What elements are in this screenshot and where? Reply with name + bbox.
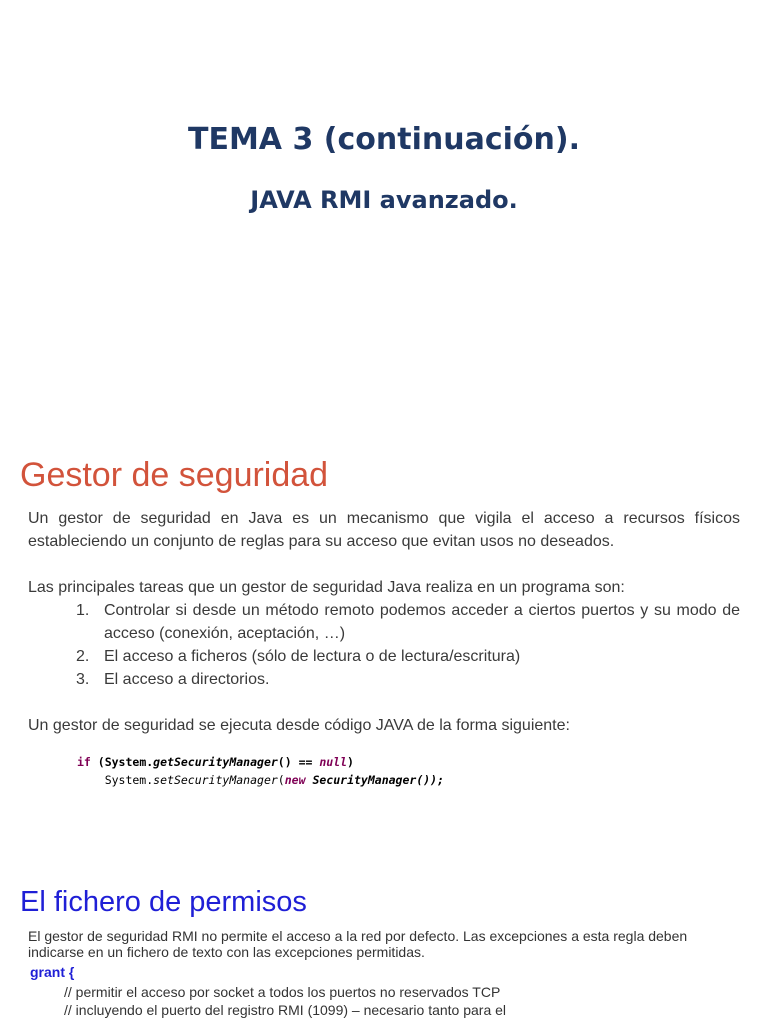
security-manager-heading: Gestor de seguridad (20, 456, 329, 494)
list-text: Controlar si desde un método remoto podemos acceder a ciertos puertos y su modo de acceso (conexión, aceptación, …) (104, 602, 740, 642)
list-number: 1. (76, 602, 90, 619)
permissions-heading: El fichero de permisos (20, 886, 307, 918)
code-keyword-null: null (319, 755, 348, 769)
list-text: El acceso a ficheros (sólo de lectura o de lectura/escritura) (104, 648, 521, 665)
code-token: () == (277, 755, 320, 769)
list-item (28, 599, 740, 645)
tasks-paragraph: Las principales tareas que un gestor de seguridad Java realiza en un programa son: (28, 579, 625, 596)
permissions-file-slide (0, 880, 768, 1024)
policy-comment: // incluyendo el puerto del registro RMI (1099) – necesario tanto para el (64, 1002, 507, 1018)
code-method: getSecurityManager (153, 755, 278, 769)
title-slide (0, 0, 768, 430)
code-method: setSecurityManager (153, 773, 278, 787)
code-token: ()); (416, 773, 445, 787)
slide-title: TEMA 3 (continuación). (188, 122, 580, 157)
list-text: El acceso a directorios. (104, 671, 270, 688)
permissions-paragraph: El gestor de seguridad RMI no permite el acceso a la red por defecto. Las excepciones a esta regla deben indicarse en un fichero de texto con las excepciones permitidas. (28, 928, 688, 960)
list-item (28, 668, 740, 691)
tasks-list (28, 599, 740, 691)
code-token: System. (77, 773, 154, 787)
policy-comment: // permitir el acceso por socket a todos los puertos no reservados TCP (64, 984, 501, 1000)
list-number: 2. (76, 648, 90, 665)
code-class: SecurityManager (312, 773, 417, 787)
slide-subtitle: JAVA RMI avanzado. (250, 186, 518, 214)
list-item (28, 645, 740, 668)
code-keyword-new: new (284, 773, 306, 787)
code-block (77, 753, 444, 789)
intro-paragraph: Un gestor de seguridad en Java es un mecanismo que vigila el acceso a recursos físicos estableciendo un conjunto de reglas para su acceso que evitan usos no deseados. (28, 510, 740, 550)
security-manager-slide (0, 440, 768, 850)
code-keyword-if: if (77, 755, 91, 769)
code-token: (System. (90, 755, 154, 769)
list-number: 3. (76, 671, 90, 688)
code-intro-paragraph: Un gestor de seguridad se ejecuta desde código JAVA de la forma siguiente: (28, 717, 570, 734)
grant-keyword: grant { (30, 964, 75, 980)
code-token: ) (347, 755, 354, 769)
code-token: ( (277, 773, 285, 787)
